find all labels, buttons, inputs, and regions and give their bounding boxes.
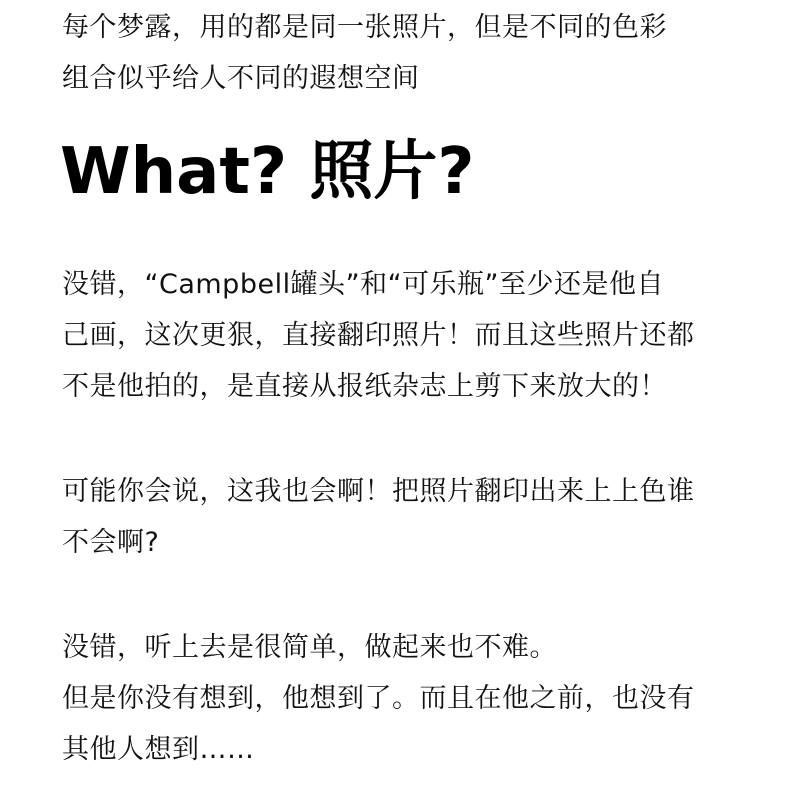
paragraph1-line-1: 没错，“Campbell罐头”和“可乐瓶”至少还是他自 xyxy=(62,269,665,300)
paragraph2-line-1: 可能你会说，这我也会啊！把照片翻印出来上上色谁 xyxy=(62,476,695,507)
paragraph3-line-3: 其他人想到…… xyxy=(62,734,255,765)
paragraph3-line-2: 但是你没有想到，他想到了。而且在他之前，也没有 xyxy=(62,683,695,714)
paragraph3-line-1: 没错，听上去是很简单，做起来也不难。 xyxy=(62,632,557,663)
paragraph1-line-3: 不是他拍的，是直接从报纸杂志上剪下来放大的！ xyxy=(62,371,667,402)
paragraph2-line-2: 不会啊? xyxy=(62,527,160,558)
intro-line-1: 每个梦露，用的都是同一张照片，但是不同的色彩 xyxy=(62,12,667,43)
section-heading: What? 照片? xyxy=(60,135,475,209)
intro-line-2: 组合似乎给人不同的遐想空间 xyxy=(62,63,420,94)
paragraph1-line-2: 己画，这次更狠，直接翻印照片！而且这些照片还都 xyxy=(62,320,695,351)
